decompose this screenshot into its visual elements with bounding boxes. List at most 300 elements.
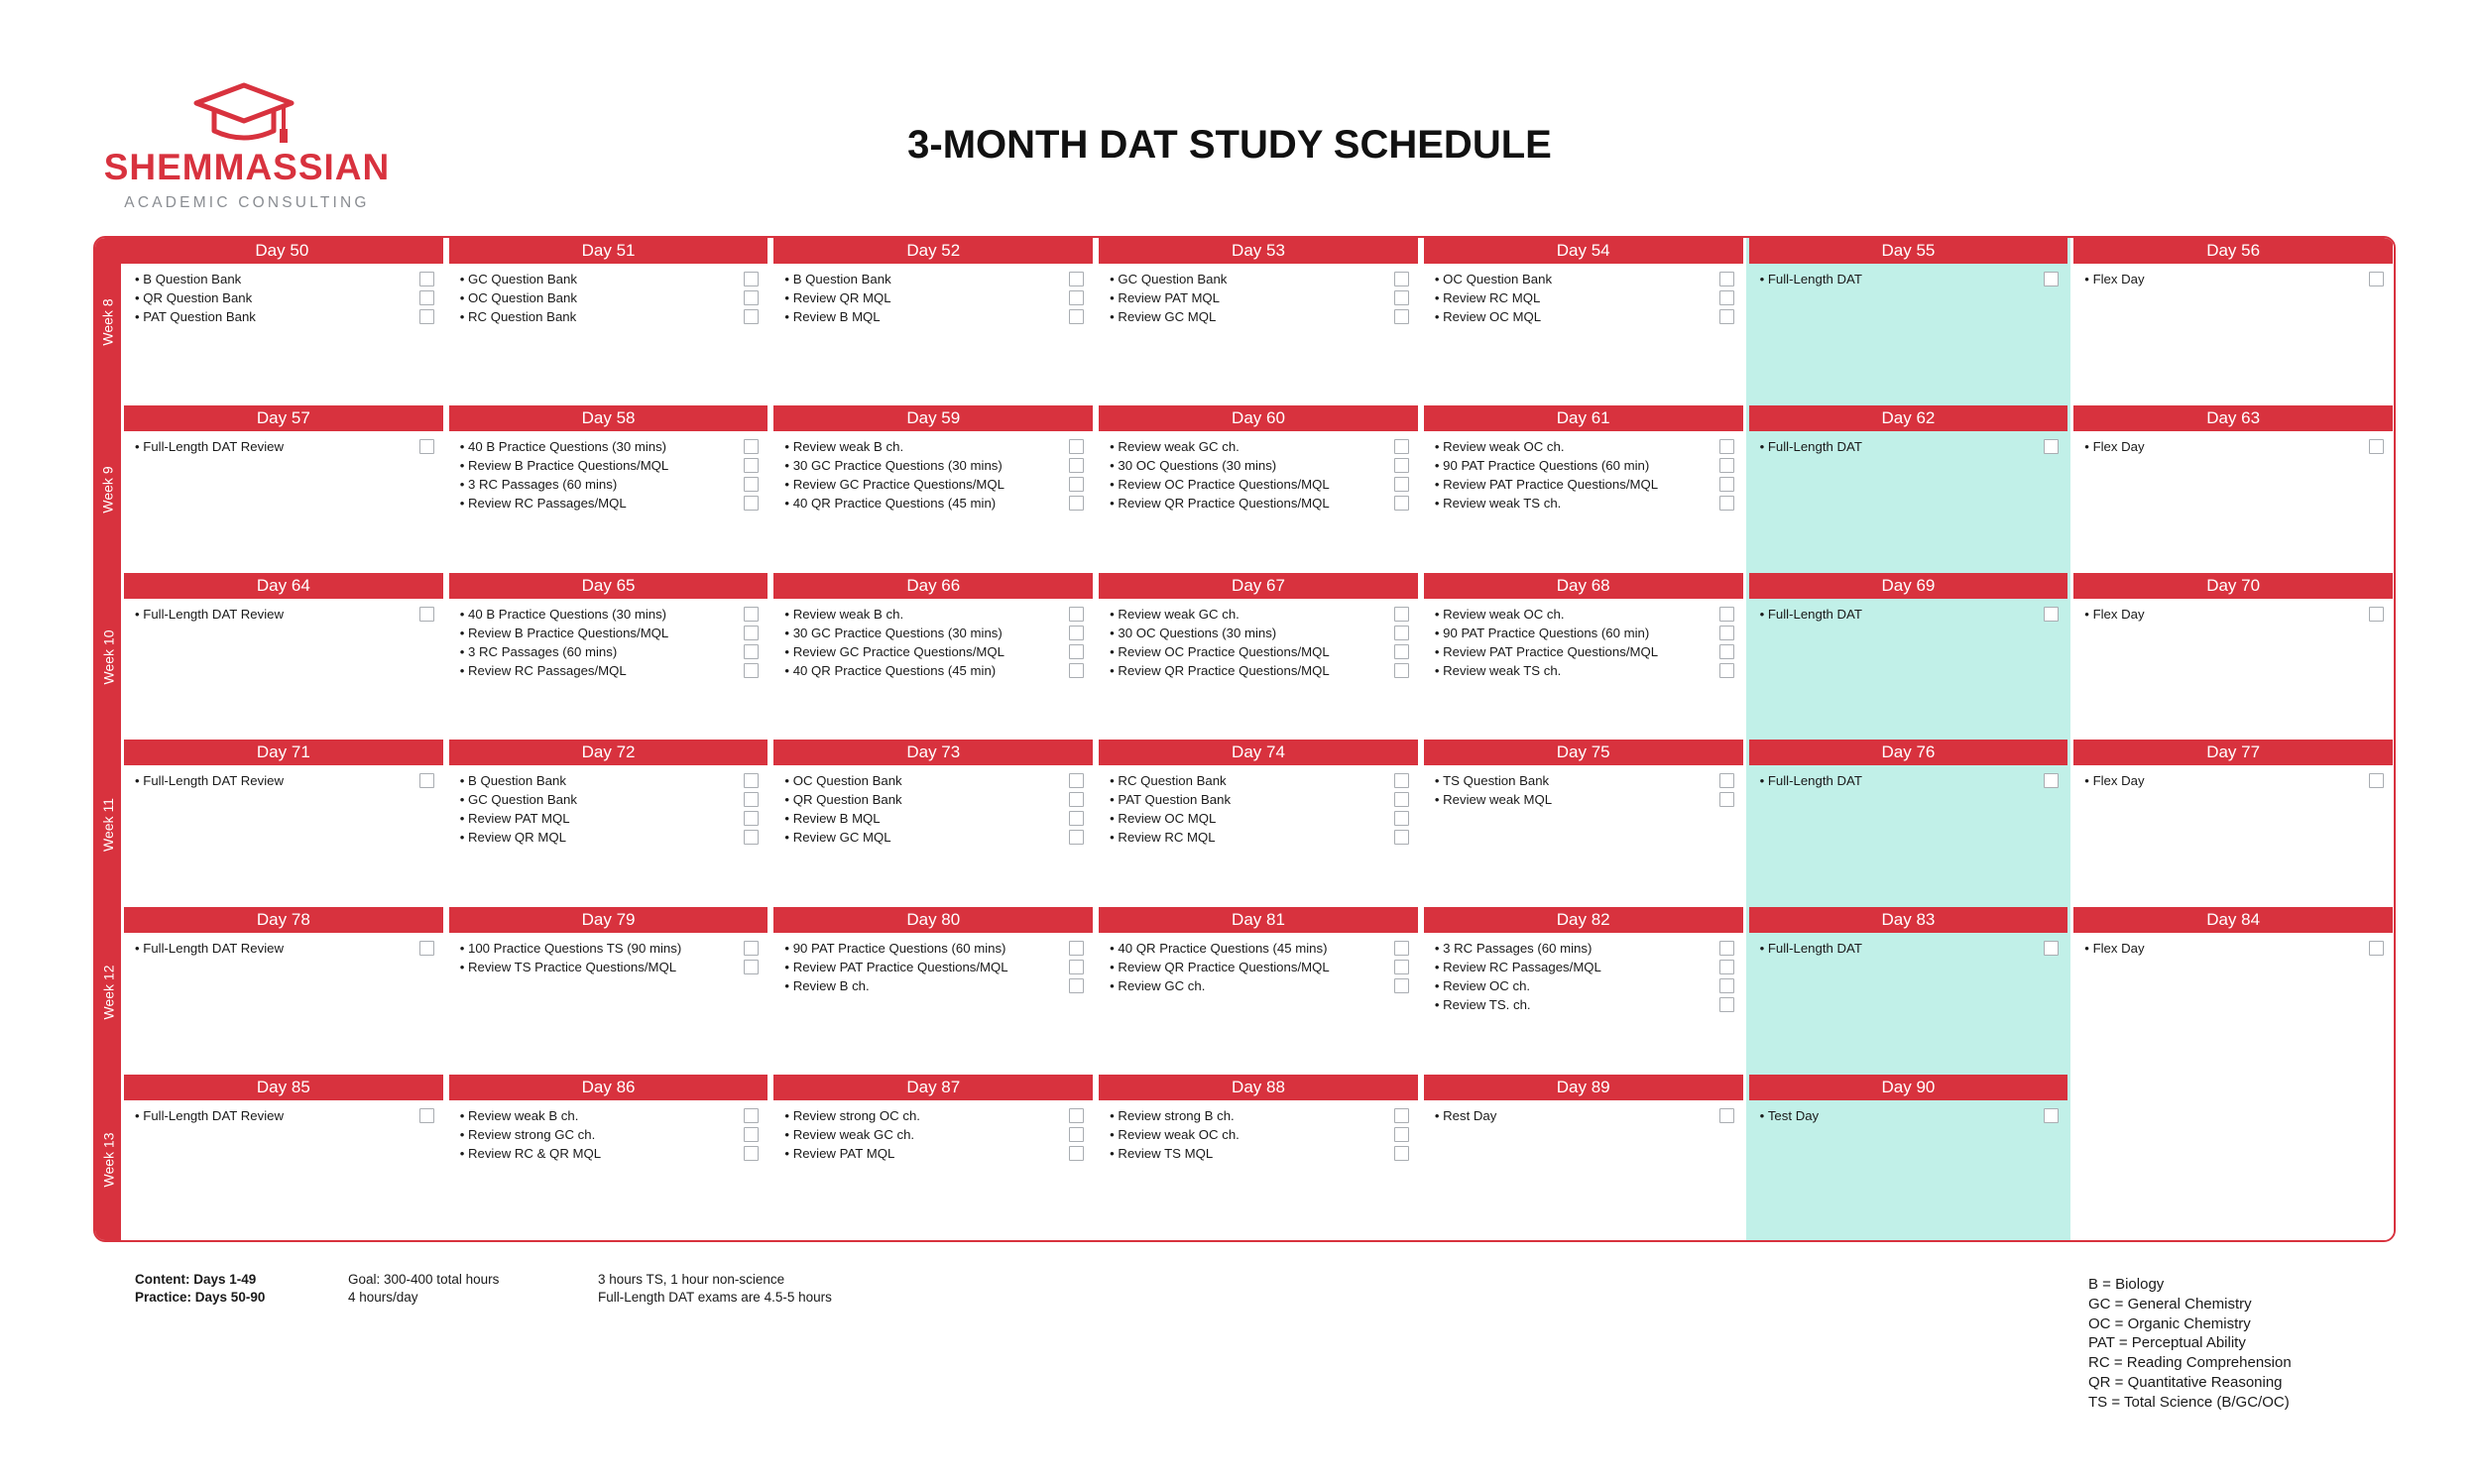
task-list — [1421, 264, 1746, 326]
day-cell — [2070, 740, 2396, 907]
day-header: Day 82 — [1424, 907, 1743, 933]
task-item — [784, 642, 1084, 661]
task-list — [1096, 933, 1421, 995]
task-label: • Review weak OC ch. — [1110, 1127, 1240, 1142]
task-list — [1096, 1100, 1421, 1163]
task-label: • Review QR MQL — [784, 290, 890, 305]
day-cell — [446, 405, 771, 573]
task-item — [784, 605, 1084, 624]
task-item — [784, 624, 1084, 642]
day-cell — [121, 1075, 446, 1242]
page-title: 3-MONTH DAT STUDY SCHEDULE — [907, 123, 1552, 167]
task-label: • Review strong B ch. — [1110, 1108, 1235, 1123]
task-checkbox[interactable] — [1719, 1108, 1734, 1123]
task-item — [1435, 494, 1734, 513]
exam-notes — [598, 1271, 832, 1307]
task-checkbox[interactable] — [1394, 626, 1409, 640]
day-cell — [1096, 238, 1421, 405]
task-item — [135, 437, 434, 456]
task-item — [460, 270, 760, 288]
logo-tagline: ACADEMIC CONSULTING — [124, 194, 370, 211]
task-checkbox[interactable] — [1069, 272, 1084, 286]
task-item — [1435, 995, 1734, 1014]
graduation-cap-icon — [192, 81, 295, 151]
task-label: • Review PAT MQL — [460, 811, 570, 826]
task-checkbox[interactable] — [1719, 458, 1734, 473]
task-checkbox[interactable] — [1719, 663, 1734, 678]
day-header: Day 62 — [1749, 405, 2068, 431]
task-checkbox[interactable] — [744, 811, 759, 826]
task-checkbox[interactable] — [1069, 477, 1084, 492]
task-item — [460, 1125, 760, 1144]
task-list — [121, 264, 446, 326]
task-list — [770, 1100, 1096, 1163]
task-checkbox[interactable] — [1069, 626, 1084, 640]
phase-summary — [135, 1271, 265, 1307]
task-item — [460, 475, 760, 494]
task-checkbox[interactable] — [1394, 1108, 1409, 1123]
day-cell — [770, 573, 1096, 741]
task-checkbox[interactable] — [1719, 997, 1734, 1012]
task-checkbox[interactable] — [1719, 496, 1734, 511]
day-header: Day 50 — [121, 238, 443, 264]
task-checkbox[interactable] — [2044, 773, 2059, 788]
task-list — [1421, 599, 1746, 680]
task-checkbox[interactable] — [1069, 773, 1084, 788]
task-label: • Review weak OC ch. — [1435, 607, 1565, 622]
task-label: • GC Question Bank — [1110, 272, 1227, 286]
task-checkbox[interactable] — [1719, 309, 1734, 324]
day-header: Day 55 — [1749, 238, 2068, 264]
day-cell — [1746, 238, 2071, 405]
task-checkbox[interactable] — [1394, 477, 1409, 492]
day-cell — [770, 1075, 1096, 1242]
task-checkbox[interactable] — [744, 458, 759, 473]
task-checkbox[interactable] — [2044, 607, 2059, 622]
task-label: • Review OC ch. — [1435, 978, 1530, 993]
task-label: • Review PAT Practice Questions/MQL — [1435, 477, 1658, 492]
task-label: • B Question Bank — [460, 773, 566, 788]
task-checkbox[interactable] — [2044, 439, 2059, 454]
task-label: • B Question Bank — [784, 272, 890, 286]
task-checkbox[interactable] — [744, 644, 759, 659]
task-checkbox[interactable] — [2369, 607, 2384, 622]
task-list — [770, 431, 1096, 513]
task-item — [460, 494, 760, 513]
day-cell — [1421, 1075, 1746, 1242]
week-label: Week 10 — [100, 629, 116, 684]
task-label: • 3 RC Passages (60 mins) — [1435, 941, 1593, 956]
task-checkbox[interactable] — [744, 792, 759, 807]
task-item — [784, 1125, 1084, 1144]
day-cell — [770, 740, 1096, 907]
day-header: Day 57 — [124, 405, 443, 431]
task-list — [446, 599, 771, 680]
task-checkbox[interactable] — [419, 309, 434, 324]
task-label: • Review strong GC ch. — [460, 1127, 596, 1142]
task-checkbox[interactable] — [1069, 792, 1084, 807]
day-header: Day 85 — [124, 1075, 443, 1100]
task-label: • Flex Day — [2084, 773, 2144, 788]
day-cell — [446, 740, 771, 907]
task-label: • Review PAT MQL — [784, 1146, 894, 1161]
task-item — [460, 809, 760, 828]
day-cell — [770, 907, 1096, 1075]
task-label: • Review weak GC ch. — [784, 1127, 914, 1142]
task-checkbox[interactable] — [419, 439, 434, 454]
task-label: • OC Question Bank — [460, 290, 577, 305]
task-checkbox[interactable] — [744, 439, 759, 454]
goal-hours: Goal: 300-400 total hours — [348, 1272, 500, 1287]
task-checkbox[interactable] — [744, 477, 759, 492]
task-checkbox[interactable] — [1069, 960, 1084, 974]
task-checkbox[interactable] — [1394, 663, 1409, 678]
task-checkbox[interactable] — [744, 290, 759, 305]
task-checkbox[interactable] — [744, 1108, 759, 1123]
task-item — [1110, 624, 1409, 642]
day-cell — [1421, 907, 1746, 1075]
task-item — [460, 437, 760, 456]
task-label: • 90 PAT Practice Questions (60 mins) — [784, 941, 1005, 956]
task-item — [1435, 605, 1734, 624]
task-label: • Review weak TS ch. — [1435, 663, 1562, 678]
task-checkbox[interactable] — [1394, 830, 1409, 845]
task-checkbox[interactable] — [1394, 1146, 1409, 1161]
task-label: • OC Question Bank — [784, 773, 901, 788]
abbreviation-legend — [2088, 1275, 2292, 1413]
day-cell — [2070, 405, 2396, 573]
task-label: • GC Question Bank — [460, 792, 577, 807]
task-label: • Review QR Practice Questions/MQL — [1110, 663, 1330, 678]
task-item — [1110, 1144, 1409, 1163]
task-item — [784, 771, 1084, 790]
task-item — [2084, 939, 2384, 958]
task-label: • Review GC MQL — [1110, 309, 1216, 324]
task-label: • Review RC MQL — [1435, 290, 1540, 305]
task-checkbox[interactable] — [419, 290, 434, 305]
task-checkbox[interactable] — [1394, 607, 1409, 622]
day-header: Day 69 — [1749, 573, 2068, 599]
task-item — [784, 307, 1084, 326]
task-list — [1746, 933, 2071, 958]
task-checkbox[interactable] — [1069, 644, 1084, 659]
task-checkbox[interactable] — [1394, 1127, 1409, 1142]
task-checkbox[interactable] — [1719, 272, 1734, 286]
task-checkbox[interactable] — [1394, 978, 1409, 993]
day-header: Day 53 — [1099, 238, 1418, 264]
task-list — [446, 431, 771, 513]
task-list — [2070, 933, 2396, 958]
day-header: Day 70 — [2073, 573, 2393, 599]
task-checkbox[interactable] — [744, 941, 759, 956]
task-list — [1421, 1100, 1746, 1125]
task-label: • Review weak B ch. — [460, 1108, 579, 1123]
task-item — [1435, 270, 1734, 288]
task-checkbox[interactable] — [419, 607, 434, 622]
task-checkbox[interactable] — [2369, 272, 2384, 286]
task-checkbox[interactable] — [1069, 607, 1084, 622]
task-item — [1110, 642, 1409, 661]
day-cell — [770, 238, 1096, 405]
legend-item: PAT = Perceptual Ability — [2088, 1334, 2246, 1352]
task-list — [446, 264, 771, 326]
task-label: • Review weak GC ch. — [1110, 439, 1240, 454]
legend-item: TS = Total Science (B/GC/OC) — [2088, 1393, 2290, 1411]
day-cell — [1096, 907, 1421, 1075]
day-header: Day 87 — [773, 1075, 1093, 1100]
day-header: Day 67 — [1099, 573, 1418, 599]
task-checkbox[interactable] — [419, 272, 434, 286]
day-header: Day 81 — [1099, 907, 1418, 933]
task-item — [1110, 828, 1409, 847]
task-checkbox[interactable] — [1394, 792, 1409, 807]
task-list — [121, 431, 446, 456]
legend-item: RC = Reading Comprehension — [2088, 1354, 2292, 1372]
task-list — [1746, 599, 2071, 624]
legend-item: OC = Organic Chemistry — [2088, 1314, 2251, 1332]
day-header: Day 88 — [1099, 1075, 1418, 1100]
task-label: • Review RC Passages/MQL — [460, 663, 627, 678]
task-checkbox[interactable] — [744, 626, 759, 640]
task-label: • RC Question Bank — [1110, 773, 1227, 788]
task-checkbox[interactable] — [1394, 290, 1409, 305]
day-header: Day 71 — [124, 740, 443, 765]
task-list — [2070, 431, 2396, 456]
task-item — [784, 1144, 1084, 1163]
task-checkbox[interactable] — [744, 1127, 759, 1142]
task-checkbox[interactable] — [1394, 496, 1409, 511]
day-cell — [1746, 740, 2071, 907]
task-item — [1435, 1106, 1734, 1125]
task-checkbox[interactable] — [744, 272, 759, 286]
task-item — [1110, 605, 1409, 624]
task-label: • Full-Length DAT Review — [135, 941, 284, 956]
task-checkbox[interactable] — [1719, 439, 1734, 454]
day-header: Day 52 — [773, 238, 1093, 264]
task-checkbox[interactable] — [2044, 1108, 2059, 1123]
task-item — [460, 661, 760, 680]
task-checkbox[interactable] — [744, 607, 759, 622]
task-item — [1110, 661, 1409, 680]
task-list — [121, 765, 446, 790]
day-header: Day 66 — [773, 573, 1093, 599]
task-checkbox[interactable] — [744, 1146, 759, 1161]
task-checkbox[interactable] — [1719, 792, 1734, 807]
task-label: • QR Question Bank — [135, 290, 252, 305]
task-item — [460, 939, 760, 958]
task-item — [460, 624, 760, 642]
task-label: • Review weak MQL — [1435, 792, 1552, 807]
task-item — [784, 437, 1084, 456]
task-item — [460, 958, 760, 976]
task-checkbox[interactable] — [2044, 272, 2059, 286]
day-cell — [2070, 573, 2396, 741]
task-item — [2084, 437, 2384, 456]
task-checkbox[interactable] — [1069, 978, 1084, 993]
task-checkbox[interactable] — [1719, 477, 1734, 492]
task-list — [1096, 431, 1421, 513]
task-label: • Rest Day — [1435, 1108, 1497, 1123]
task-checkbox[interactable] — [744, 960, 759, 974]
task-label: • Review QR Practice Questions/MQL — [1110, 496, 1330, 511]
week-label: Week 12 — [100, 965, 116, 1019]
task-list — [770, 599, 1096, 680]
task-checkbox[interactable] — [1719, 978, 1734, 993]
week-label: Week 11 — [100, 797, 116, 852]
task-label: • 40 QR Practice Questions (45 min) — [784, 663, 996, 678]
task-list — [1746, 1100, 2071, 1125]
exam-length-note: Full-Length DAT exams are 4.5-5 hours — [598, 1290, 832, 1305]
task-label: • Review weak GC ch. — [1110, 607, 1240, 622]
task-label: • Review B Practice Questions/MQL — [460, 458, 669, 473]
task-checkbox[interactable] — [1069, 830, 1084, 845]
task-checkbox[interactable] — [2369, 773, 2384, 788]
task-checkbox[interactable] — [744, 496, 759, 511]
task-list — [1421, 933, 1746, 1014]
task-label: • Review OC Practice Questions/MQL — [1110, 644, 1330, 659]
task-label: • Review weak B ch. — [784, 439, 903, 454]
task-checkbox[interactable] — [1069, 941, 1084, 956]
task-checkbox[interactable] — [1069, 1108, 1084, 1123]
task-label: • 90 PAT Practice Questions (60 min) — [1435, 458, 1649, 473]
task-item — [1435, 958, 1734, 976]
task-checkbox[interactable] — [1394, 309, 1409, 324]
task-checkbox[interactable] — [2369, 941, 2384, 956]
task-label: • 40 QR Practice Questions (45 min) — [784, 496, 996, 511]
task-label: • Full-Length DAT — [1760, 439, 1862, 454]
task-checkbox[interactable] — [2044, 941, 2059, 956]
task-label: • RC Question Bank — [460, 309, 577, 324]
task-checkbox[interactable] — [744, 663, 759, 678]
task-checkbox[interactable] — [419, 1108, 434, 1123]
practice-days: Practice: Days 50-90 — [135, 1290, 266, 1305]
task-item — [1110, 288, 1409, 307]
task-item — [1110, 307, 1409, 326]
task-checkbox[interactable] — [1069, 1146, 1084, 1161]
hours-per-day: 4 hours/day — [348, 1290, 418, 1305]
task-item — [1435, 771, 1734, 790]
task-item — [784, 456, 1084, 475]
task-label: • Review B MQL — [784, 309, 880, 324]
task-checkbox[interactable] — [1394, 272, 1409, 286]
task-checkbox[interactable] — [744, 773, 759, 788]
day-header: Day 65 — [449, 573, 768, 599]
day-header: Day 75 — [1424, 740, 1743, 765]
task-checkbox[interactable] — [419, 773, 434, 788]
task-checkbox[interactable] — [1394, 941, 1409, 956]
task-item — [1435, 437, 1734, 456]
day-header: Day 64 — [124, 573, 443, 599]
task-checkbox[interactable] — [1069, 439, 1084, 454]
task-checkbox[interactable] — [1069, 309, 1084, 324]
task-checkbox[interactable] — [1394, 458, 1409, 473]
task-item — [1435, 939, 1734, 958]
task-item — [135, 288, 434, 307]
task-checkbox[interactable] — [1719, 607, 1734, 622]
day-header: Day 72 — [449, 740, 768, 765]
task-label: • PAT Question Bank — [1110, 792, 1231, 807]
task-checkbox[interactable] — [1719, 644, 1734, 659]
task-checkbox[interactable] — [1394, 811, 1409, 826]
task-item — [1110, 1106, 1409, 1125]
task-checkbox[interactable] — [1719, 773, 1734, 788]
day-cell — [1096, 740, 1421, 907]
task-item — [1110, 958, 1409, 976]
task-list — [1096, 599, 1421, 680]
task-checkbox[interactable] — [1069, 496, 1084, 511]
task-checkbox[interactable] — [744, 830, 759, 845]
day-cell — [1746, 405, 2071, 573]
task-label: • Full-Length DAT — [1760, 607, 1862, 622]
task-list — [446, 765, 771, 847]
day-header: Day 54 — [1424, 238, 1743, 264]
task-list — [770, 765, 1096, 847]
task-item — [1110, 456, 1409, 475]
task-item — [135, 605, 434, 624]
task-checkbox[interactable] — [1069, 458, 1084, 473]
task-checkbox[interactable] — [1719, 290, 1734, 305]
task-label: • Review weak B ch. — [784, 607, 903, 622]
task-label: • Flex Day — [2084, 272, 2144, 286]
task-item — [1435, 288, 1734, 307]
task-item — [1760, 1106, 2060, 1125]
task-checkbox[interactable] — [744, 309, 759, 324]
task-label: • Review strong OC ch. — [784, 1108, 920, 1123]
task-label: • GC Question Bank — [460, 272, 577, 286]
task-list — [770, 933, 1096, 995]
task-label: • 30 GC Practice Questions (30 mins) — [784, 626, 1002, 640]
task-checkbox[interactable] — [1394, 644, 1409, 659]
task-checkbox[interactable] — [1719, 626, 1734, 640]
task-label: • Review TS. ch. — [1435, 997, 1531, 1012]
task-checkbox[interactable] — [1394, 773, 1409, 788]
day-cell — [1421, 238, 1746, 405]
task-label: • Review B Practice Questions/MQL — [460, 626, 669, 640]
day-header: Day 76 — [1749, 740, 2068, 765]
day-cell — [1096, 573, 1421, 741]
goal-summary — [348, 1271, 499, 1307]
task-checkbox[interactable] — [1719, 941, 1734, 956]
day-cell — [1746, 573, 2071, 741]
task-checkbox[interactable] — [1069, 663, 1084, 678]
task-checkbox[interactable] — [1394, 439, 1409, 454]
task-list — [2070, 264, 2396, 288]
task-checkbox[interactable] — [1069, 1127, 1084, 1142]
task-label: • 90 PAT Practice Questions (60 min) — [1435, 626, 1649, 640]
task-list — [1421, 765, 1746, 809]
task-item — [460, 1144, 760, 1163]
task-item — [784, 288, 1084, 307]
task-list — [1746, 264, 2071, 288]
task-list — [1746, 431, 2071, 456]
task-list — [2070, 765, 2396, 790]
task-item — [460, 456, 760, 475]
task-item — [784, 790, 1084, 809]
task-item — [1435, 456, 1734, 475]
task-checkbox[interactable] — [1719, 960, 1734, 974]
day-header: Day 51 — [449, 238, 768, 264]
task-label: • Full-Length DAT — [1760, 941, 1862, 956]
task-checkbox[interactable] — [1394, 960, 1409, 974]
day-cell — [121, 573, 446, 741]
task-list — [1421, 431, 1746, 513]
task-checkbox[interactable] — [419, 941, 434, 956]
task-checkbox[interactable] — [1069, 811, 1084, 826]
task-checkbox[interactable] — [1069, 290, 1084, 305]
task-checkbox[interactable] — [2369, 439, 2384, 454]
task-label: • 40 QR Practice Questions (45 mins) — [1110, 941, 1327, 956]
task-label: • Review TS MQL — [1110, 1146, 1213, 1161]
